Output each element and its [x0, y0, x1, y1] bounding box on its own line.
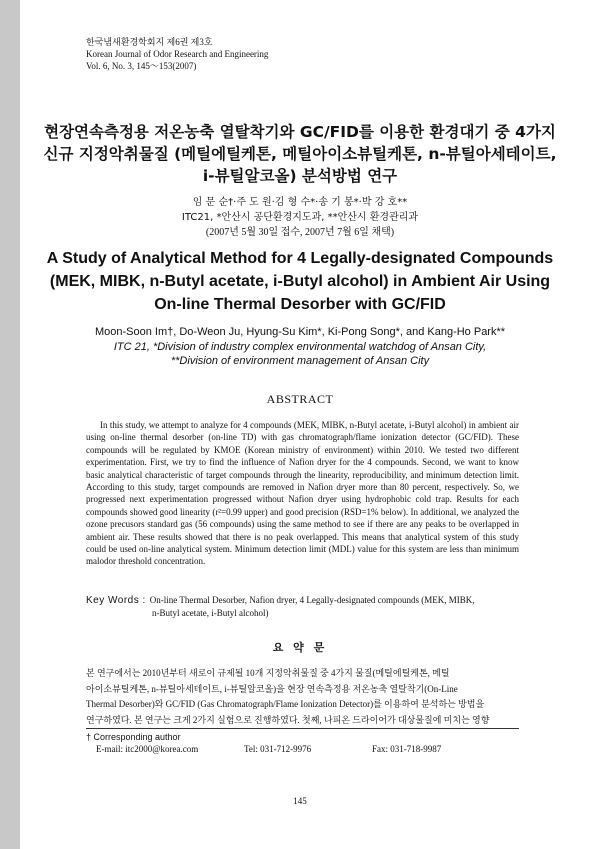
korean-title-line: 신규 지정악취물질 (메틸에틸케톤, 메틸아이소뷰틸케톤, n-뷰틸아세테이트, — [43, 145, 557, 163]
korean-title-line: 현장연속측정용 저온농축 열탈착기와 GC/FID를 이용한 환경대기 중 4가지 — [44, 123, 556, 141]
english-title-line: On-line Thermal Desorber with GC/FID — [154, 296, 446, 313]
keywords-line: On-line Thermal Desorber, Nafion dryer, 4 Legally-designated compounds (MEK, MIBK, — [149, 595, 475, 605]
journal-name-korean: 한국냄새환경학회지 제6권 제3호 — [86, 37, 213, 47]
english-title — [40, 247, 560, 316]
korean-affiliation: ITC21, *안산시 공단환경지도과, **안산시 환경관리과 — [181, 212, 419, 223]
keywords — [86, 594, 519, 620]
keywords-line: n-Butyl acetate, i-Butyl alcohol) — [152, 608, 269, 618]
summary-line: Thermal Desorber)와 GC/FID (Gas Chromatograph/Flame Ionization Detector)를 이용하여 분석하는 방법을 — [86, 699, 485, 709]
english-title-line: (MEK, MIBK, n-Butyl acetate, i-Butyl alcohol) in Ambient Air Using — [49, 273, 551, 290]
fax: Fax: 031-718-9987 — [372, 744, 442, 754]
affiliation-line: **Division of environment management of Ansan City — [170, 355, 430, 367]
received-accepted-dates: (2007년 5월 30일 접수, 2007년 7월 6일 채택) — [205, 227, 395, 238]
corresponding-author-label: † Corresponding author — [86, 732, 181, 742]
korean-summary-body — [86, 666, 519, 728]
summary-line: 연구하였다. 본 연구는 크게 2가지 실험으로 진행하였다. 첫째, 나피온 드라이어가 대상물질에 미치는 영향 — [86, 714, 490, 725]
english-authors: Moon-Soon Im†, Do-Weon Ju, Hyung-Su Kim*, Ki-Pong Song*, and Kang-Ho Park** — [94, 326, 506, 338]
english-affiliation — [40, 340, 560, 368]
keywords-label: Key Words : — [86, 595, 146, 606]
abstract-text: In this study, we attempt to analyze for 4 compounds (MEK, MIBK, n-Butyl acetate, i-Butyl alcohol) in ambient air using on-line thermal desorber (on-line TD) with gas chromatograph/flame ionization detector (GC/FID). These compounds will be regulated by KMOE (Korean ministry of environment) within 2010. We tested two different experimentation. First, we try to find the influence of Nafion dryer for the 4 compounds. Second, we want to know basic analytical characteristic of target compounds through the linearity, reproducibility, and minimum detection limit. According to this study, target compounds are removed in Nafion dryer more than 80 percent, respectively. So, we progressed next experimentation progressed without Nafion dryer using hydrophobic cold trap. Results for each compounds showed good linearity (r²=0.99 upper) and good precision (RSD=1% below). In additional, we analyzed the ozone precusors standard gas (56 compounds) using the same method to see if there are any peaks to be overlapped in ambient air. These results showed that there is no peak overlapped. This means that analytical system of this study could be used on-line analytical system. Minimum detection limit (MDL) value for this system are less than minimum malodor threshold concentration. — [86, 420, 519, 567]
english-title-line: A Study of Analytical Method for 4 Legally-designated Compounds — [46, 250, 554, 267]
email: E-mail: itc2000@korea.com — [96, 744, 199, 754]
summary-line: 아이소뷰틸케톤, n-뷰틸아세테이트, i-뷰틸알코올)을 현장 연속측정용 저온농축 열탈착기(On-Line — [86, 683, 458, 694]
page-number: 145 — [293, 796, 307, 806]
contact-info — [86, 743, 519, 755]
page-side-bar — [0, 0, 20, 849]
journal-name-english: Korean Journal of Odor Research and Engineering — [86, 49, 269, 59]
footnote-divider — [86, 728, 519, 729]
summary-line: 본 연구에서는 2010년부터 새로이 규제될 10개 지정악취물질 중 4가지 물질(메틸에틸케톤, 메틸 — [86, 668, 450, 678]
korean-authors: 임 문 순†·주 도 원·김 형 수*·송 기 봉*·박 강 호** — [192, 197, 408, 208]
abstract-heading: ABSTRACT — [266, 392, 334, 406]
abstract-body — [86, 419, 519, 568]
affiliation-line: ITC 21, *Division of industry complex environmental watchdog of Ansan City, — [113, 341, 487, 353]
telephone: Tel: 031-712-9976 — [244, 744, 312, 754]
footnote — [86, 731, 519, 755]
journal-header — [86, 36, 268, 72]
korean-summary-heading: 요 약 문 — [272, 641, 328, 654]
korean-title-line: i-뷰틸알코올) 분석방법 연구 — [202, 167, 398, 185]
journal-volume: Vol. 6, No. 3, 145～153(2007) — [86, 61, 197, 71]
korean-title — [40, 121, 560, 187]
